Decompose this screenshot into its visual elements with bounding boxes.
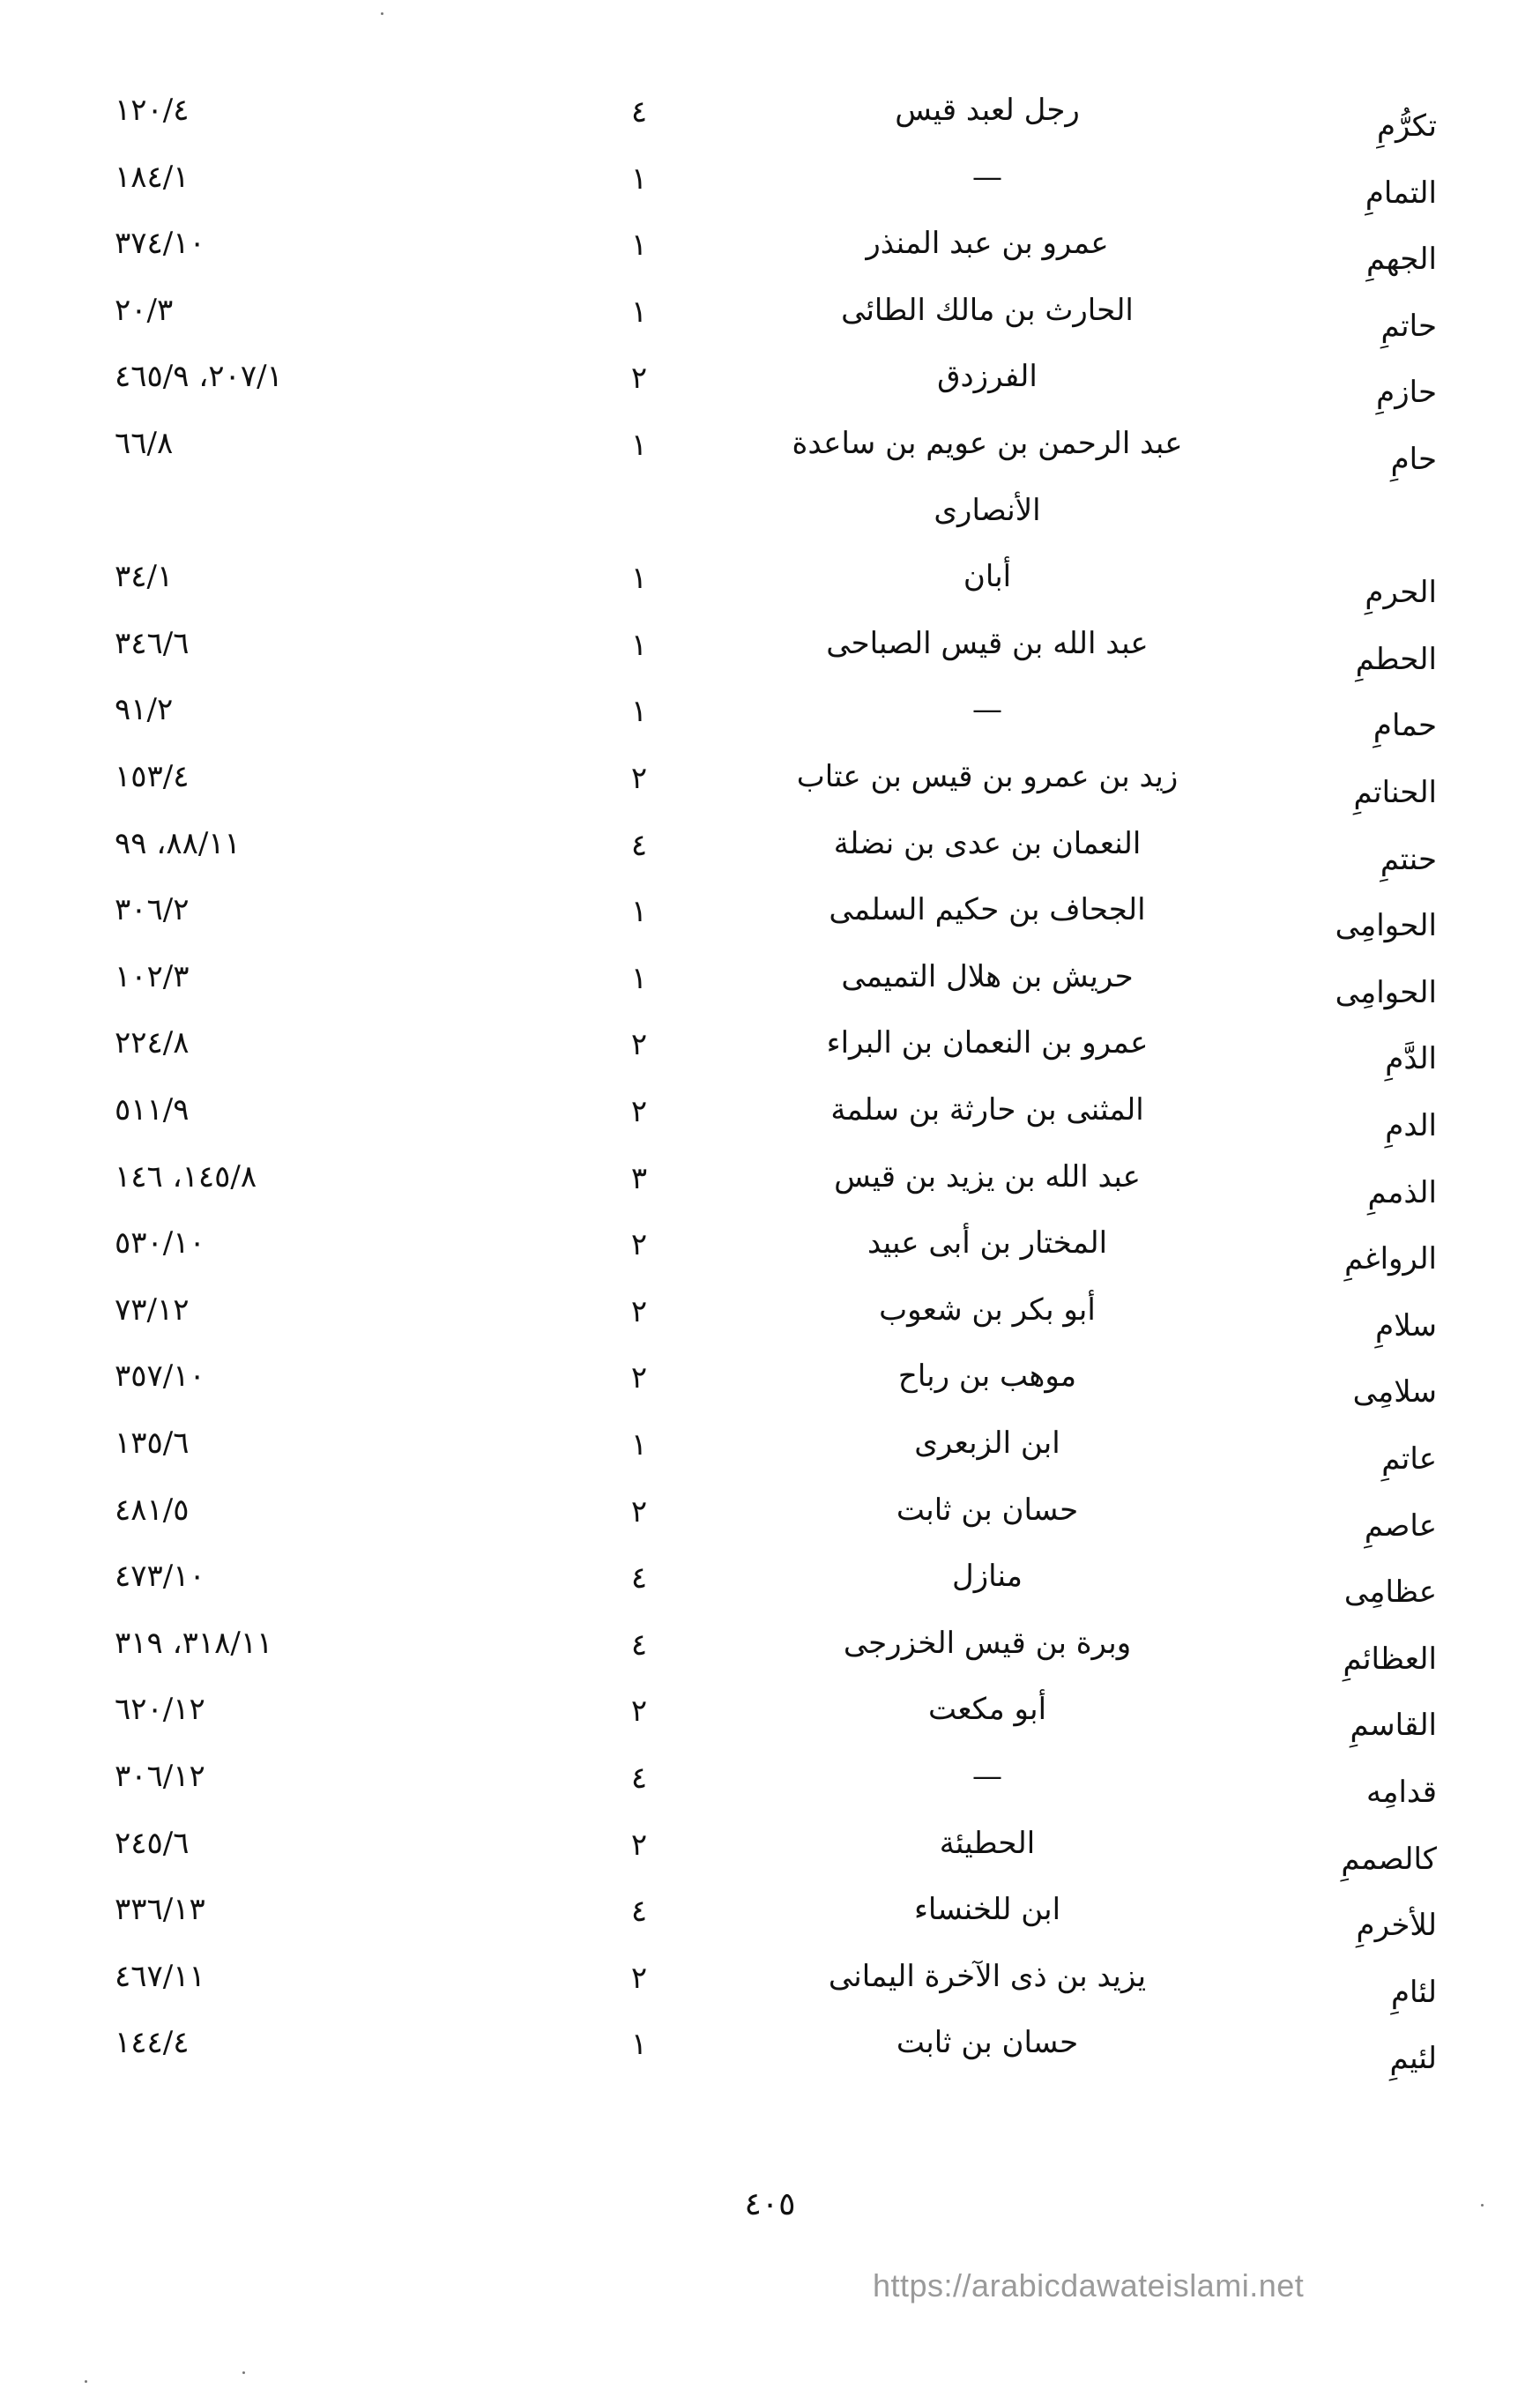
- volume-page-ref: ١٣٥/٦: [115, 1425, 190, 1461]
- volume-page-ref: ٢٠/٣: [115, 293, 174, 328]
- rhyme-word: العظائمِ: [1343, 1641, 1437, 1677]
- rhyme-word: الحطمِ: [1355, 642, 1437, 677]
- rhyme-word: عاتمِ: [1381, 1441, 1437, 1477]
- scan-speck: [242, 2371, 245, 2374]
- index-row: [0, 959, 1540, 1023]
- meter-number: ٤: [630, 1894, 648, 1929]
- poet-name: زيد بن عمرو بن قيس بن عتاب: [796, 759, 1179, 794]
- volume-page-ref: ١٤٤/٤: [115, 2025, 190, 2060]
- index-row: [0, 1761, 1540, 1823]
- rhyme-word: القاسمِ: [1350, 1708, 1437, 1743]
- poet-name: عمرو بن النعمان بن البراء: [826, 1025, 1149, 1061]
- poet-name: النعمان بن عدى بن نضلة: [833, 826, 1142, 861]
- meter-number: ٤: [630, 828, 648, 863]
- volume-page-ref: ٣٣٦/١٣: [115, 1892, 205, 1927]
- index-row: [0, 2025, 1540, 2089]
- index-row: [0, 759, 1540, 823]
- index-row: [0, 1025, 1540, 1090]
- volume-page-ref: ٣٠٦/١٢: [115, 1759, 205, 1794]
- poet-name: المثنى بن حارثة بن سلمة: [830, 1092, 1144, 1128]
- volume-page-ref: ٢٠٧/١، ٤٦٥/٩: [115, 359, 283, 394]
- index-row: [0, 1492, 1540, 1557]
- scan-speck: [1481, 2204, 1484, 2207]
- meter-number: ٢: [630, 1494, 648, 1529]
- volume-page-ref: ٤٨١/٥: [115, 1492, 190, 1528]
- volume-page-ref: ١٨٤/١: [115, 160, 190, 195]
- rhyme-word: التمامِ: [1365, 175, 1437, 211]
- volume-page-ref: ٦٦/٨: [115, 426, 174, 461]
- rhyme-word: الحوامِى: [1335, 975, 1437, 1010]
- rhyme-word: الحناتمِ: [1353, 775, 1437, 810]
- rhyme-word: لئيمِ: [1389, 2041, 1437, 2076]
- rhyme-word: كالصممِ: [1341, 1842, 1437, 1877]
- volume-page-ref: ٨٨/١١، ٩٩: [115, 826, 241, 861]
- volume-page-ref: ٢٢٤/٨: [115, 1025, 190, 1061]
- index-row: [0, 826, 1540, 890]
- meter-number: ٢: [630, 361, 648, 396]
- index-row: [0, 1092, 1540, 1157]
- index-row: [0, 1292, 1540, 1357]
- index-row: [0, 228, 1540, 290]
- volume-page-ref: ٣١٨/١١، ٣١٩: [115, 1626, 273, 1661]
- poet-name: منازل: [952, 1559, 1023, 1594]
- rhyme-word: لئامِ: [1390, 1975, 1437, 2010]
- meter-number: ٢: [630, 1961, 648, 1996]
- poet-name: حسان بن ثابت: [896, 2025, 1079, 2060]
- volume-page-ref: ٣٥٧/١٠: [115, 1358, 205, 1394]
- meter-number: ١: [630, 961, 648, 996]
- page-number: ٤٠٥: [744, 2186, 796, 2222]
- rhyme-word: الجهمِ: [1365, 242, 1437, 277]
- volume-page-ref: ١٤٥/٨، ١٤٦: [115, 1159, 257, 1195]
- meter-number: ٢: [630, 761, 648, 796]
- rhyme-word: قدامِه: [1366, 1775, 1437, 1810]
- meter-number: ١: [630, 294, 648, 330]
- poet-name: حريش بن هلال التميمى: [841, 959, 1134, 994]
- rhyme-word: الرواغمِ: [1344, 1241, 1437, 1276]
- poet-name: الحارث بن مالك الطائى: [841, 293, 1134, 328]
- volume-page-ref: ٢٤٥/٦: [115, 1826, 190, 1861]
- poet-name: —: [972, 1759, 1002, 1794]
- poet-name: عمرو بن عبد المنذر: [866, 226, 1109, 261]
- rhyme-word: الدَّمِ: [1385, 1041, 1437, 1076]
- poet-name: ابن للخنساء: [913, 1892, 1061, 1927]
- meter-number: ٤: [630, 1760, 648, 1796]
- meter-number: ١: [630, 227, 648, 263]
- rhyme-word: للأخرمِ: [1356, 1908, 1437, 1943]
- rhyme-word: الذممِ: [1367, 1175, 1437, 1210]
- index-row: [0, 162, 1540, 224]
- index-row: [0, 1694, 1540, 1756]
- poet-name: حسان بن ثابت: [896, 1492, 1079, 1528]
- meter-number: ١: [630, 628, 648, 663]
- scan-speck: [381, 12, 383, 15]
- meter-number: ٢: [630, 1294, 648, 1329]
- rhyme-word: عظامِى: [1343, 1574, 1437, 1610]
- index-row: [0, 559, 1540, 623]
- volume-page-ref: ٣٤/١: [115, 559, 174, 594]
- rhyme-word: الدمِ: [1385, 1108, 1437, 1143]
- meter-number: ١: [630, 894, 648, 929]
- index-row: [0, 692, 1540, 756]
- index-row: [0, 1561, 1540, 1623]
- index-row: [0, 426, 1540, 528]
- index-row: [0, 1225, 1540, 1290]
- poet-name: عبد الله بن قيس الصباحى: [826, 626, 1149, 661]
- scan-speck: [85, 2380, 87, 2383]
- index-row: [0, 626, 1540, 690]
- poet-name: أبو مكعت: [927, 1692, 1047, 1727]
- meter-number: ٤: [630, 1560, 648, 1596]
- index-row: [0, 1159, 1540, 1224]
- meter-number: ٢: [630, 1094, 648, 1129]
- poet-name: الفرزدق: [937, 359, 1038, 394]
- meter-number: ٢: [630, 1227, 648, 1262]
- rhyme-word: تكرُّمِ: [1376, 108, 1437, 144]
- poet-name: وبرة بن قيس الخزرجى: [843, 1626, 1132, 1661]
- poet-name: عبد الرحمن بن عويم بن ساعدة: [792, 426, 1183, 461]
- meter-number: ٣: [630, 1161, 648, 1196]
- meter-number: ١: [630, 2027, 648, 2062]
- volume-page-ref: ١٢٠/٤: [115, 93, 190, 128]
- poet-name: الجحاف بن حكيم السلمى: [829, 892, 1146, 927]
- meter-number: ٤: [630, 1627, 648, 1663]
- meter-number: ٢: [630, 1827, 648, 1863]
- volume-page-ref: ٥١١/٩: [115, 1092, 190, 1128]
- meter-number: ١: [630, 1427, 648, 1462]
- poet-name: موهب بن رباح: [897, 1358, 1077, 1394]
- rhyme-word: الحوامِى: [1335, 908, 1437, 943]
- rhyme-word: حاتمِ: [1380, 309, 1437, 344]
- poet-name: رجل لعبد قيس: [895, 93, 1080, 128]
- volume-page-ref: ٣٠٦/٢: [115, 892, 190, 927]
- index-row: [0, 1961, 1540, 2023]
- index-row: [0, 1628, 1540, 1690]
- rhyme-word: سلامِى: [1352, 1374, 1437, 1410]
- volume-page-ref: ٣٧٤/١٠: [115, 226, 205, 261]
- rhyme-word: حازمِ: [1376, 375, 1437, 410]
- meter-number: ٤: [630, 94, 648, 130]
- volume-page-ref: ٦٢٠/١٢: [115, 1692, 205, 1727]
- poet-name: عبد الله بن يزيد بن قيس: [834, 1159, 1141, 1195]
- poet-name-continued: الأنصارى: [934, 493, 1041, 528]
- rhyme-word: حامِ: [1390, 442, 1437, 477]
- index-row: [0, 1358, 1540, 1423]
- poet-name: ابن الزبعرى: [914, 1425, 1060, 1461]
- poet-name: أبو بكر بن شعوب: [879, 1292, 1096, 1328]
- poet-name: أبان: [963, 559, 1012, 594]
- rhyme-word: عاصمِ: [1364, 1508, 1437, 1544]
- volume-page-ref: ٩١/٢: [115, 692, 174, 727]
- index-row: [0, 892, 1540, 956]
- volume-page-ref: ٥٣٠/١٠: [115, 1225, 205, 1261]
- watermark-url: https://arabicdawateislami.net: [873, 2267, 1305, 2304]
- index-row: [0, 1894, 1540, 1956]
- poet-name: المختار بن أبى عبيد: [867, 1225, 1108, 1261]
- poet-name: —: [972, 692, 1002, 727]
- poet-name: —: [972, 160, 1002, 195]
- volume-page-ref: ٧٣/١٢: [115, 1292, 190, 1328]
- meter-number: ١: [630, 428, 648, 463]
- volume-page-ref: ٤٧٣/١٠: [115, 1559, 205, 1594]
- meter-number: ٢: [630, 1027, 648, 1062]
- index-row: [0, 295, 1540, 357]
- index-row: [0, 361, 1540, 423]
- index-row: [0, 95, 1540, 157]
- rhyme-word: سلامِ: [1375, 1308, 1437, 1343]
- poet-name: الحطيئة: [939, 1826, 1036, 1861]
- meter-number: ١: [630, 694, 648, 729]
- poet-name: يزيد بن ذى الآخرة اليمانى: [828, 1959, 1147, 1994]
- meter-number: ٢: [630, 1360, 648, 1396]
- index-row: [0, 1425, 1540, 1490]
- rhyme-word: حنتمِ: [1380, 842, 1437, 877]
- rhyme-word: حمامِ: [1373, 708, 1437, 743]
- meter-number: ٢: [630, 1693, 648, 1729]
- volume-page-ref: ٣٤٦/٦: [115, 626, 190, 661]
- rhyme-word: الحرمِ: [1365, 575, 1437, 610]
- volume-page-ref: ٤٦٧/١١: [115, 1959, 205, 1994]
- index-row: [0, 1828, 1540, 1890]
- meter-number: ١: [630, 161, 648, 197]
- volume-page-ref: ١٥٣/٤: [115, 759, 190, 794]
- volume-page-ref: ١٠٢/٣: [115, 959, 190, 994]
- meter-number: ١: [630, 561, 648, 596]
